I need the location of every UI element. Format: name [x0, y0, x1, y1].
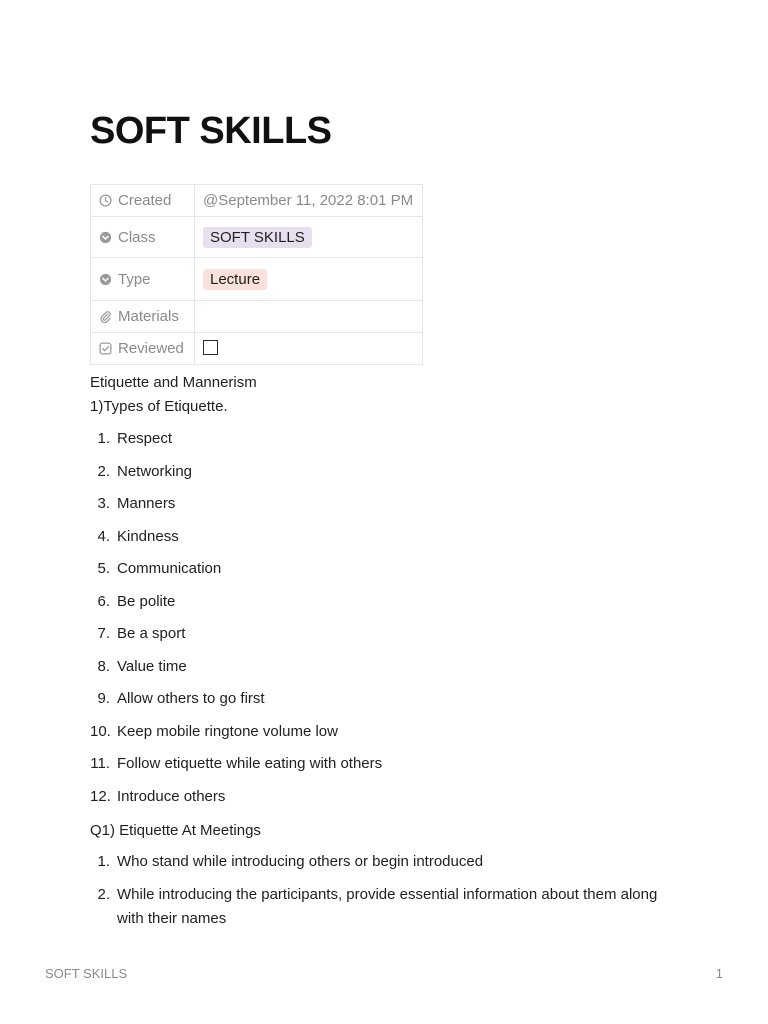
list-item: 12. Introduce others: [90, 787, 226, 805]
property-label: Reviewed: [118, 340, 184, 357]
reviewed-checkbox[interactable]: [203, 340, 218, 355]
list-item: 2. While introducing the participants, provide essential information about them along with their names: [97, 885, 658, 927]
property-materials: [91, 301, 423, 333]
property-reviewed: [91, 333, 423, 365]
list-item: 5. Communication: [97, 560, 222, 577]
class-tag[interactable]: SOFT SKILLS: [203, 227, 312, 248]
page-number: 1: [715, 966, 723, 981]
property-key: [91, 333, 195, 365]
list-item: 2. Networking: [97, 462, 193, 480]
list-item: 6. Be polite: [97, 592, 176, 610]
select-icon: [99, 231, 112, 244]
page-title: SOFT SKILLS: [90, 110, 332, 152]
properties-table: [90, 184, 423, 365]
list-item: 9. Allow others to go first: [97, 690, 265, 707]
property-label: Type: [118, 270, 151, 288]
list-item: 11. Follow etiquette while eating with others: [90, 755, 383, 772]
property-key: [91, 217, 195, 258]
property-value[interactable]: [195, 301, 423, 333]
property-value: [195, 333, 423, 365]
select-icon: [99, 273, 112, 286]
checkbox-icon: [99, 342, 112, 355]
property-key: [91, 301, 195, 333]
list-item: 10. Keep mobile ringtone volume low: [90, 722, 338, 740]
property-key: [91, 185, 195, 217]
clock-icon: [99, 194, 112, 207]
list-item: 3. Manners: [97, 495, 176, 512]
property-created: [91, 185, 423, 217]
property-label: Class: [118, 228, 156, 246]
list-item: 7. Be a sport: [97, 625, 186, 642]
property-value: [195, 258, 423, 301]
footer-title: SOFT SKILLS: [45, 966, 128, 981]
meetings-list: [90, 850, 670, 931]
property-label: Created: [118, 192, 172, 209]
section-heading: Etiquette and Mannerism: [90, 374, 257, 391]
property-class: [91, 217, 423, 258]
list-item: 1. Who stand while introducing others or begin introduced: [97, 853, 484, 870]
etiquette-types-list: [90, 427, 382, 809]
property-type: [91, 258, 423, 301]
list-item: 8. Value time: [97, 657, 187, 675]
property-value: [195, 217, 423, 258]
section-subheading: 1)Types of Etiquette.: [90, 398, 228, 415]
property-label: Materials: [118, 308, 179, 325]
list-item: 1. Respect: [97, 430, 173, 447]
section-heading-meetings: Q1) Etiquette At Meetings: [90, 822, 261, 839]
property-value: @September 11, 2022 8:01 PM: [195, 185, 423, 217]
type-tag[interactable]: Lecture: [203, 269, 267, 290]
property-key: [91, 258, 195, 301]
paperclip-icon: [99, 310, 112, 323]
list-item: 4. Kindness: [97, 527, 179, 545]
